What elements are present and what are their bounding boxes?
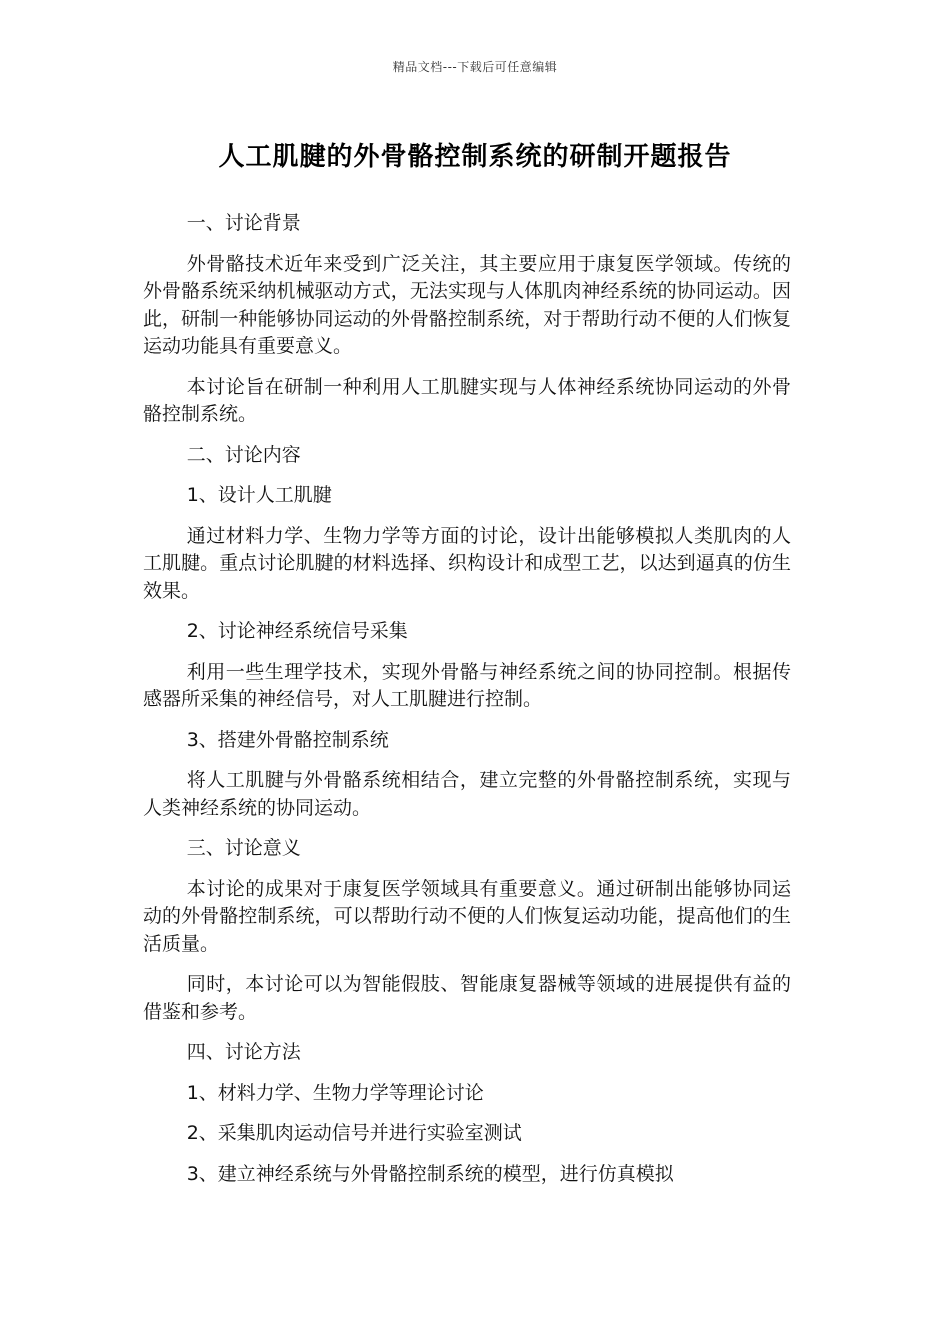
subheading-signal-collection: 2、讨论神经系统信号采集	[186, 620, 408, 642]
paragraph-design-tendon: 通过材料力学、生物力学等方面的讨论，设计出能够模拟人类肌肉的人工肌腱。重点讨论肌腱的材料选择、织构设计和成型工艺，以达到逼真的仿生效果。	[143, 524, 791, 602]
method-item-3: 3、建立神经系统与外骨骼控制系统的模型，进行仿真模拟	[186, 1162, 674, 1185]
section-heading-significance: 三、讨论意义	[186, 837, 301, 859]
paragraph-significance-1: 本讨论的成果对于康复医学领域具有重要意义。通过研制出能够协同运动的外骨骼控制系统，可以帮助行动不便的人们恢复运动功能，提高他们的生活质量。	[143, 877, 791, 955]
document-title: 人工肌腱的外骨骼控制系统的研制开题报告	[218, 142, 732, 172]
section-heading-content: 二、讨论内容	[186, 443, 301, 466]
header-note: 精品文档---下载后可任意编辑	[392, 60, 558, 74]
document-body	[143, 210, 791, 1201]
subheading-design-tendon: 1、设计人工肌腱	[186, 484, 332, 506]
section-heading-methods: 四、讨论方法	[186, 1041, 301, 1063]
subheading-build-system: 3、搭建外骨骼控制系统	[186, 728, 389, 751]
paragraph-background-2: 本讨论旨在研制一种利用人工肌腱实现与人体神经系统协同运动的外骨骼控制系统。	[143, 375, 791, 425]
paragraph-significance-2: 同时，本讨论可以为智能假肢、智能康复器械等领域的进展提供有益的借鉴和参考。	[143, 973, 791, 1023]
method-item-1: 1、材料力学、生物力学等理论讨论	[186, 1081, 484, 1104]
paragraph-background-1: 外骨骼技术近年来受到广泛关注，其主要应用于康复医学领域。传统的外骨骼系统采纳机械驱动方式，无法实现与人体肌肉神经系统的协同运动。因此，研制一种能够协同运动的外骨骼控制系统，对于帮助行动不便的人们恢复运动功能具有重要意义。	[143, 252, 791, 357]
section-heading-background: 一、讨论背景	[186, 212, 301, 234]
paragraph-signal-collection: 利用一些生理学技术，实现外骨骼与神经系统之间的协同控制。根据传感器所采集的神经信号，对人工肌腱进行控制。	[143, 660, 791, 710]
method-item-2: 2、采集肌肉运动信号并进行实验室测试	[186, 1122, 522, 1144]
paragraph-build-system: 将人工肌腱与外骨骼系统相结合，建立完整的外骨骼控制系统，实现与人类神经系统的协同运动。	[143, 769, 791, 819]
